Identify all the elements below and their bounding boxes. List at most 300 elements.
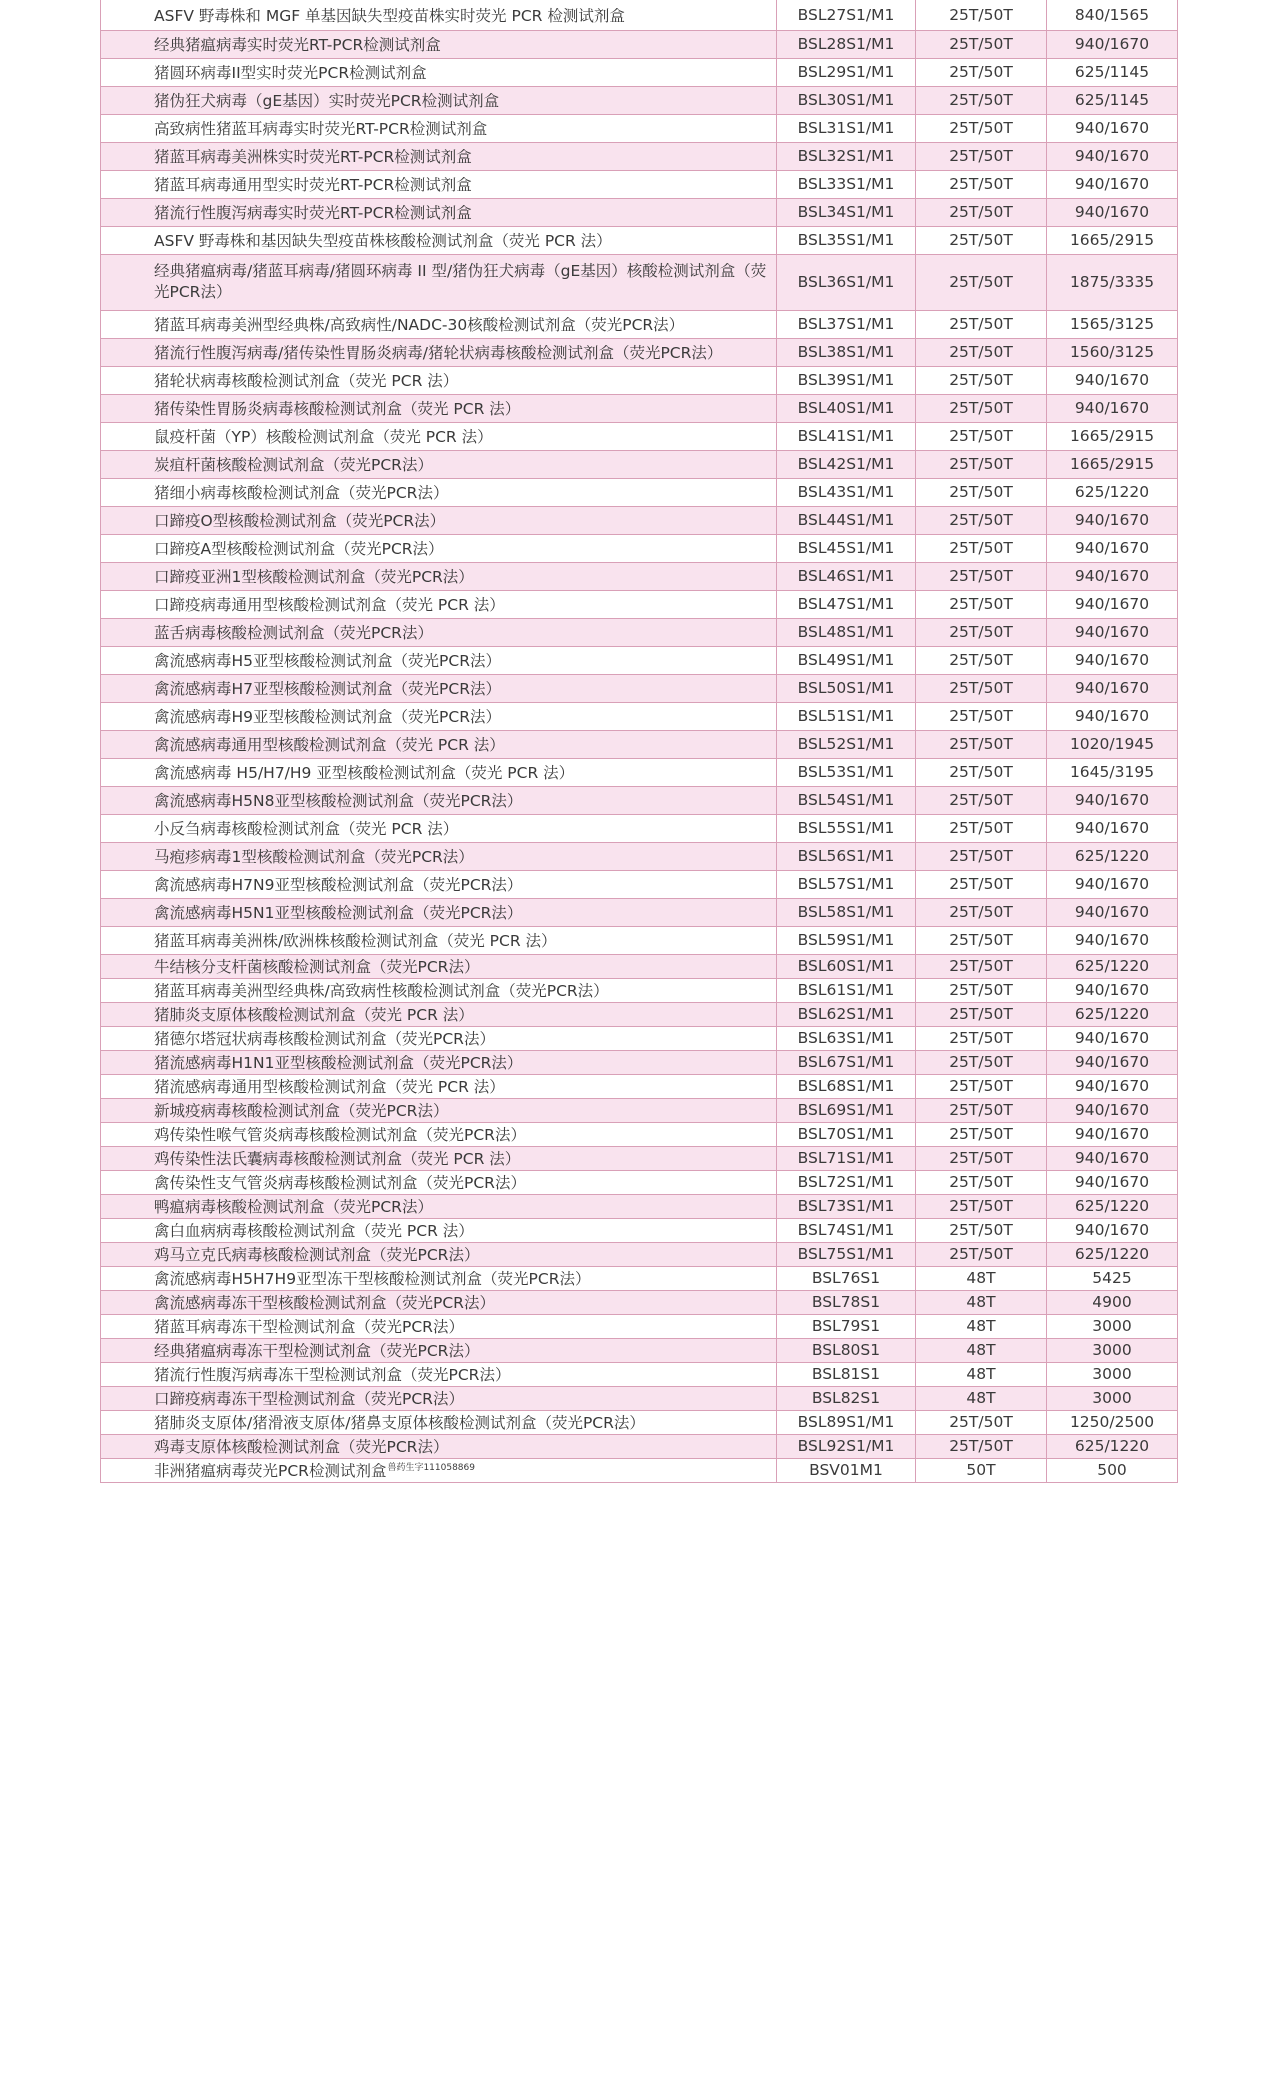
product-spec-cell — [916, 1290, 1047, 1314]
table-row — [101, 142, 1178, 170]
product-code-cell — [777, 870, 916, 898]
price-text: 940/1670 — [1074, 399, 1150, 417]
code-text: BSL70S1/M1 — [797, 1125, 895, 1143]
product-code-cell — [777, 534, 916, 562]
price-text: 940/1670 — [1074, 539, 1150, 557]
product-spec-cell — [916, 618, 1047, 646]
price-text: 940/1670 — [1074, 1125, 1150, 1143]
product-price-cell — [1047, 1338, 1178, 1362]
name-text: 猪伪狂犬病毒（gE基因）实时荧光PCR检测试剂盒 — [154, 92, 500, 110]
product-price-cell — [1047, 842, 1178, 870]
product-code-cell — [777, 254, 916, 310]
product-name-cell — [101, 114, 777, 142]
spec-text: 25T/50T — [949, 931, 1013, 949]
product-code-cell — [777, 86, 916, 114]
table-row — [101, 450, 1178, 478]
name-text: 鸡传染性法氏囊病毒核酸检测试剂盒（荧光 PCR 法） — [154, 1150, 521, 1168]
price-text: 940/1670 — [1074, 1221, 1150, 1239]
code-text: BSL28S1/M1 — [797, 35, 895, 53]
product-spec-cell — [916, 870, 1047, 898]
product-price-cell — [1047, 1434, 1178, 1458]
name-text: 猪轮状病毒核酸检测试剂盒（荧光 PCR 法） — [154, 372, 459, 390]
code-text: BSL49S1/M1 — [797, 651, 895, 669]
table-row — [101, 478, 1178, 506]
table-row — [101, 786, 1178, 814]
product-name-cell — [101, 1098, 777, 1122]
product-spec-cell — [916, 814, 1047, 842]
name-text: 猪肺炎支原体/猪滑液支原体/猪鼻支原体核酸检测试剂盒（荧光PCR法） — [154, 1414, 645, 1432]
product-code-cell — [777, 1362, 916, 1386]
name-text: 猪蓝耳病毒美洲型经典株/高致病性/NADC-30核酸检测试剂盒（荧光PCR法） — [154, 316, 685, 334]
product-name-cell — [101, 58, 777, 86]
product-spec-cell — [916, 1386, 1047, 1410]
product-name-cell — [101, 506, 777, 534]
spec-text: 25T/50T — [949, 735, 1013, 753]
name-text: 禽流感病毒冻干型核酸检测试剂盒（荧光PCR法） — [154, 1294, 495, 1312]
spec-text: 25T/50T — [949, 819, 1013, 837]
name-text: 经典猪瘟病毒/猪蓝耳病毒/猪圆环病毒 II 型/猪伪狂犬病毒（gE基因）核酸检测试剂盒（荧光PCR法） — [154, 262, 767, 301]
product-code-cell — [777, 1314, 916, 1338]
product-code-cell — [777, 618, 916, 646]
product-spec-cell — [916, 786, 1047, 814]
product-spec-cell — [916, 30, 1047, 58]
code-text: BSL35S1/M1 — [797, 231, 895, 249]
product-code-cell — [777, 1410, 916, 1434]
product-name-cell — [101, 1074, 777, 1098]
table-row — [101, 1434, 1178, 1458]
spec-text: 25T/50T — [949, 763, 1013, 781]
code-text: BSL32S1/M1 — [797, 147, 895, 165]
product-code-cell — [777, 1050, 916, 1074]
spec-text: 25T/50T — [949, 1101, 1013, 1119]
spec-text: 25T/50T — [949, 1197, 1013, 1215]
table-row — [101, 1170, 1178, 1194]
product-name-cell — [101, 1194, 777, 1218]
product-spec-cell — [916, 1218, 1047, 1242]
spec-text: 25T/50T — [949, 175, 1013, 193]
table-row — [101, 618, 1178, 646]
product-code-cell — [777, 646, 916, 674]
spec-text: 25T/50T — [949, 511, 1013, 529]
price-text: 940/1670 — [1074, 707, 1150, 725]
spec-text: 48T — [966, 1341, 996, 1359]
spec-text: 25T/50T — [949, 427, 1013, 445]
product-code-cell — [777, 1098, 916, 1122]
spec-text: 25T/50T — [949, 399, 1013, 417]
price-text: 940/1670 — [1074, 791, 1150, 809]
product-name-cell — [101, 198, 777, 226]
product-price-cell — [1047, 1122, 1178, 1146]
product-spec-cell — [916, 758, 1047, 786]
product-code-cell — [777, 30, 916, 58]
product-name-cell — [101, 226, 777, 254]
product-price-cell — [1047, 58, 1178, 86]
product-name-cell — [101, 1170, 777, 1194]
product-spec-cell — [916, 1002, 1047, 1026]
price-text: 1665/2915 — [1069, 231, 1155, 249]
table-row — [101, 1290, 1178, 1314]
table-row — [101, 702, 1178, 730]
spec-text: 48T — [966, 1365, 996, 1383]
product-price-cell — [1047, 534, 1178, 562]
price-text: 940/1670 — [1074, 1149, 1150, 1167]
name-text: 猪蓝耳病毒美洲株实时荧光RT-PCR检测试剂盒 — [154, 148, 472, 166]
code-text: BSL51S1/M1 — [797, 707, 895, 725]
product-code-cell — [777, 1122, 916, 1146]
name-text: 禽流感病毒H5N8亚型核酸检测试剂盒（荧光PCR法） — [154, 792, 523, 810]
product-name-cell — [101, 590, 777, 618]
code-text: BSL47S1/M1 — [797, 595, 895, 613]
product-spec-cell — [916, 646, 1047, 674]
product-code-cell — [777, 758, 916, 786]
name-text: 禽流感病毒H7N9亚型核酸检测试剂盒（荧光PCR法） — [154, 876, 523, 894]
spec-text: 25T/50T — [949, 1077, 1013, 1095]
table-row — [101, 1338, 1178, 1362]
table-row — [101, 842, 1178, 870]
name-text: 禽白血病病毒核酸检测试剂盒（荧光 PCR 法） — [154, 1222, 474, 1240]
spec-text: 25T/50T — [949, 1029, 1013, 1047]
code-text: BSL57S1/M1 — [797, 875, 895, 893]
spec-text: 25T/50T — [949, 981, 1013, 999]
name-text: 猪流行性腹泻病毒冻干型检测试剂盒（荧光PCR法） — [154, 1366, 511, 1384]
product-spec-cell — [916, 1170, 1047, 1194]
product-price-cell — [1047, 1386, 1178, 1410]
table-row — [101, 366, 1178, 394]
product-price-cell — [1047, 478, 1178, 506]
product-price-cell — [1047, 1050, 1178, 1074]
table-row — [101, 1218, 1178, 1242]
price-text: 1565/3125 — [1069, 315, 1155, 333]
product-spec-cell — [916, 142, 1047, 170]
product-spec-cell — [916, 478, 1047, 506]
product-spec-cell — [916, 1338, 1047, 1362]
product-price-cell — [1047, 702, 1178, 730]
spec-text: 50T — [966, 1461, 996, 1479]
table-row — [101, 758, 1178, 786]
table-row — [101, 226, 1178, 254]
product-price-cell — [1047, 1218, 1178, 1242]
product-code-cell — [777, 1146, 916, 1170]
table-row — [101, 590, 1178, 618]
table-row — [101, 58, 1178, 86]
product-spec-cell — [916, 1410, 1047, 1434]
code-text: BSL67S1/M1 — [797, 1053, 895, 1071]
product-spec-cell — [916, 842, 1047, 870]
spec-text: 25T/50T — [949, 147, 1013, 165]
code-text: BSL63S1/M1 — [797, 1029, 895, 1047]
product-name-cell — [101, 1362, 777, 1386]
name-text: 猪蓝耳病毒美洲株/欧洲株核酸检测试剂盒（荧光 PCR 法） — [154, 932, 557, 950]
price-text: 940/1670 — [1074, 651, 1150, 669]
product-code-cell — [777, 1434, 916, 1458]
product-price-cell — [1047, 422, 1178, 450]
table-row — [101, 1074, 1178, 1098]
table-row — [101, 254, 1178, 310]
product-price-cell — [1047, 814, 1178, 842]
table-row — [101, 1386, 1178, 1410]
product-price-cell — [1047, 0, 1178, 30]
product-price-cell — [1047, 1458, 1178, 1482]
product-name-cell — [101, 978, 777, 1002]
code-text: BSL61S1/M1 — [797, 981, 895, 999]
spec-text: 25T/50T — [949, 1245, 1013, 1263]
code-text: BSL52S1/M1 — [797, 735, 895, 753]
spec-text: 25T/50T — [949, 847, 1013, 865]
spec-text: 25T/50T — [949, 119, 1013, 137]
product-code-cell — [777, 1026, 916, 1050]
name-text: 高致病性猪蓝耳病毒实时荧光RT-PCR检测试剂盒 — [154, 120, 488, 138]
code-text: BSL54S1/M1 — [797, 791, 895, 809]
product-spec-cell — [916, 114, 1047, 142]
spec-text: 25T/50T — [949, 91, 1013, 109]
spec-text: 25T/50T — [949, 5, 1013, 24]
table-row — [101, 1458, 1178, 1482]
product-price-cell — [1047, 394, 1178, 422]
price-text: 1645/3195 — [1069, 763, 1155, 781]
price-text: 3000 — [1092, 1389, 1132, 1407]
product-spec-cell — [916, 226, 1047, 254]
product-code-cell — [777, 786, 916, 814]
product-name-cell — [101, 142, 777, 170]
product-code-cell — [777, 394, 916, 422]
product-name-cell — [101, 674, 777, 702]
product-name-cell — [101, 562, 777, 590]
spec-text: 25T/50T — [949, 1413, 1013, 1431]
product-name-cell — [101, 366, 777, 394]
name-text: 禽传染性支气管炎病毒核酸检测试剂盒（荧光PCR法） — [154, 1174, 526, 1192]
spec-text: 48T — [966, 1317, 996, 1335]
price-text: 940/1670 — [1074, 35, 1150, 53]
spec-text: 25T/50T — [949, 343, 1013, 361]
product-name-cell — [101, 1002, 777, 1026]
price-text: 940/1670 — [1074, 931, 1150, 949]
product-code-cell — [777, 226, 916, 254]
spec-text: 25T/50T — [949, 1053, 1013, 1071]
product-name-cell — [101, 786, 777, 814]
code-text: BSV01M1 — [809, 1461, 883, 1479]
table-row — [101, 1050, 1178, 1074]
code-text: BSL68S1/M1 — [797, 1077, 895, 1095]
product-name-cell — [101, 1146, 777, 1170]
product-code-cell — [777, 978, 916, 1002]
product-code-cell — [777, 562, 916, 590]
product-price-cell — [1047, 226, 1178, 254]
name-text: 禽流感病毒 H5/H7/H9 亚型核酸检测试剂盒（荧光 PCR 法） — [154, 764, 575, 782]
spec-text: 25T/50T — [949, 231, 1013, 249]
spec-text: 25T/50T — [949, 483, 1013, 501]
name-text: 炭疽杆菌核酸检测试剂盒（荧光PCR法） — [154, 456, 433, 474]
table-body — [101, 0, 1178, 1482]
product-spec-cell — [916, 1050, 1047, 1074]
product-price-table — [100, 0, 1178, 1483]
price-text: 940/1670 — [1074, 1053, 1150, 1071]
product-name-cell — [101, 1434, 777, 1458]
code-text: BSL33S1/M1 — [797, 175, 895, 193]
name-text: 鸡马立克氏病毒核酸检测试剂盒（荧光PCR法） — [154, 1246, 480, 1264]
product-price-cell — [1047, 1002, 1178, 1026]
table-row — [101, 1242, 1178, 1266]
product-spec-cell — [916, 310, 1047, 338]
product-spec-cell — [916, 198, 1047, 226]
product-price-cell — [1047, 758, 1178, 786]
spec-text: 25T/50T — [949, 371, 1013, 389]
spec-text: 48T — [966, 1293, 996, 1311]
spec-text: 25T/50T — [949, 35, 1013, 53]
price-text: 840/1565 — [1074, 5, 1150, 24]
spec-text: 25T/50T — [949, 1005, 1013, 1023]
name-text: 猪流行性腹泻病毒/猪传染性胃肠炎病毒/猪轮状病毒核酸检测试剂盒（荧光PCR法） — [154, 344, 723, 362]
product-code-cell — [777, 1170, 916, 1194]
product-code-cell — [777, 1218, 916, 1242]
spec-text: 25T/50T — [949, 567, 1013, 585]
code-text: BSL72S1/M1 — [797, 1173, 895, 1191]
product-spec-cell — [916, 1458, 1047, 1482]
spec-text: 25T/50T — [949, 707, 1013, 725]
table-row — [101, 1410, 1178, 1434]
spec-text: 25T/50T — [949, 203, 1013, 221]
product-code-cell — [777, 590, 916, 618]
price-text: 940/1670 — [1074, 623, 1150, 641]
product-spec-cell — [916, 1314, 1047, 1338]
spec-text: 25T/50T — [949, 1173, 1013, 1191]
table-row — [101, 898, 1178, 926]
product-code-cell — [777, 506, 916, 534]
product-name-cell — [101, 1410, 777, 1434]
product-price-cell — [1047, 254, 1178, 310]
product-price-cell — [1047, 1410, 1178, 1434]
product-spec-cell — [916, 898, 1047, 926]
product-spec-cell — [916, 58, 1047, 86]
product-name-cell — [101, 758, 777, 786]
name-text: 经典猪瘟病毒实时荧光RT-PCR检测试剂盒 — [154, 36, 441, 54]
code-text: BSL62S1/M1 — [797, 1005, 895, 1023]
table-row — [101, 646, 1178, 674]
product-spec-cell — [916, 926, 1047, 954]
product-price-cell — [1047, 618, 1178, 646]
registration-note: 兽药生字111058869 — [387, 1462, 475, 1473]
spec-text: 25T/50T — [949, 903, 1013, 921]
product-spec-cell — [916, 1242, 1047, 1266]
code-text: BSL59S1/M1 — [797, 931, 895, 949]
product-price-cell — [1047, 142, 1178, 170]
code-text: BSL39S1/M1 — [797, 371, 895, 389]
product-code-cell — [777, 730, 916, 758]
price-text: 940/1670 — [1074, 679, 1150, 697]
product-code-cell — [777, 198, 916, 226]
price-text: 940/1670 — [1074, 819, 1150, 837]
price-text: 625/1220 — [1074, 483, 1150, 501]
product-code-cell — [777, 1002, 916, 1026]
product-price-cell — [1047, 1146, 1178, 1170]
table-row — [101, 674, 1178, 702]
product-name-cell — [101, 478, 777, 506]
product-name-cell — [101, 954, 777, 978]
spec-text: 25T/50T — [949, 1221, 1013, 1239]
product-code-cell — [777, 814, 916, 842]
product-spec-cell — [916, 366, 1047, 394]
table-row — [101, 1026, 1178, 1050]
product-price-cell — [1047, 310, 1178, 338]
code-text: BSL79S1 — [811, 1317, 881, 1335]
name-text: 鸡传染性喉气管炎病毒核酸检测试剂盒（荧光PCR法） — [154, 1126, 526, 1144]
product-name-cell — [101, 1290, 777, 1314]
product-name-cell — [101, 170, 777, 198]
product-spec-cell — [916, 1074, 1047, 1098]
price-text: 625/1220 — [1074, 1005, 1150, 1023]
table-row — [101, 1002, 1178, 1026]
price-text: 4900 — [1092, 1293, 1132, 1311]
name-text: 蓝舌病毒核酸检测试剂盒（荧光PCR法） — [154, 624, 433, 642]
name-text: 新城疫病毒核酸检测试剂盒（荧光PCR法） — [154, 1102, 449, 1120]
product-price-cell — [1047, 1362, 1178, 1386]
product-price-cell — [1047, 562, 1178, 590]
product-spec-cell — [916, 562, 1047, 590]
product-code-cell — [777, 422, 916, 450]
price-text: 940/1670 — [1074, 567, 1150, 585]
name-text: 鸭瘟病毒核酸检测试剂盒（荧光PCR法） — [154, 1198, 433, 1216]
price-text: 625/1220 — [1074, 1245, 1150, 1263]
spec-text: 25T/50T — [949, 623, 1013, 641]
product-code-cell — [777, 1074, 916, 1098]
code-text: BSL81S1 — [811, 1365, 881, 1383]
name-text: 非洲猪瘟病毒荧光PCR检测试剂盒 — [154, 1462, 387, 1480]
price-text: 940/1670 — [1074, 595, 1150, 613]
name-text: 口蹄疫亚洲1型核酸检测试剂盒（荧光PCR法） — [154, 568, 474, 586]
price-text: 625/1220 — [1074, 1197, 1150, 1215]
product-code-cell — [777, 1290, 916, 1314]
price-text: 5425 — [1092, 1269, 1132, 1287]
product-name-cell — [101, 870, 777, 898]
product-code-cell — [777, 674, 916, 702]
name-text: 猪细小病毒核酸检测试剂盒（荧光PCR法） — [154, 484, 449, 502]
code-text: BSL60S1/M1 — [797, 957, 895, 975]
product-price-cell — [1047, 366, 1178, 394]
product-spec-cell — [916, 338, 1047, 366]
product-name-cell — [101, 898, 777, 926]
product-code-cell — [777, 0, 916, 30]
name-text: 牛结核分支杆菌核酸检测试剂盒（荧光PCR法） — [154, 958, 480, 976]
price-text: 3000 — [1092, 1341, 1132, 1359]
product-spec-cell — [916, 0, 1047, 30]
price-text: 1665/2915 — [1069, 455, 1155, 473]
code-text: BSL76S1 — [811, 1269, 881, 1287]
product-spec-cell — [916, 506, 1047, 534]
product-spec-cell — [916, 674, 1047, 702]
name-text: 经典猪瘟病毒冻干型检测试剂盒（荧光PCR法） — [154, 1342, 480, 1360]
price-text: 625/1220 — [1074, 1437, 1150, 1455]
product-code-cell — [777, 1458, 916, 1482]
product-name-cell — [101, 310, 777, 338]
table-row — [101, 338, 1178, 366]
code-text: BSL41S1/M1 — [797, 427, 895, 445]
name-text: 马疱疹病毒1型核酸检测试剂盒（荧光PCR法） — [154, 848, 474, 866]
product-spec-cell — [916, 1098, 1047, 1122]
table-row — [101, 870, 1178, 898]
product-spec-cell — [916, 450, 1047, 478]
table-row — [101, 1122, 1178, 1146]
code-text: BSL71S1/M1 — [797, 1149, 895, 1167]
product-name-cell — [101, 534, 777, 562]
product-code-cell — [777, 58, 916, 86]
name-text: 禽流感病毒H5H7H9亚型冻干型核酸检测试剂盒（荧光PCR法） — [154, 1270, 591, 1288]
name-text: 口蹄疫A型核酸检测试剂盒（荧光PCR法） — [154, 540, 444, 558]
product-name-cell — [101, 814, 777, 842]
name-text: 口蹄疫病毒通用型核酸检测试剂盒（荧光 PCR 法） — [154, 596, 505, 614]
spec-text: 25T/50T — [949, 957, 1013, 975]
price-text: 3000 — [1092, 1317, 1132, 1335]
product-name-cell — [101, 926, 777, 954]
price-text: 940/1670 — [1074, 119, 1150, 137]
